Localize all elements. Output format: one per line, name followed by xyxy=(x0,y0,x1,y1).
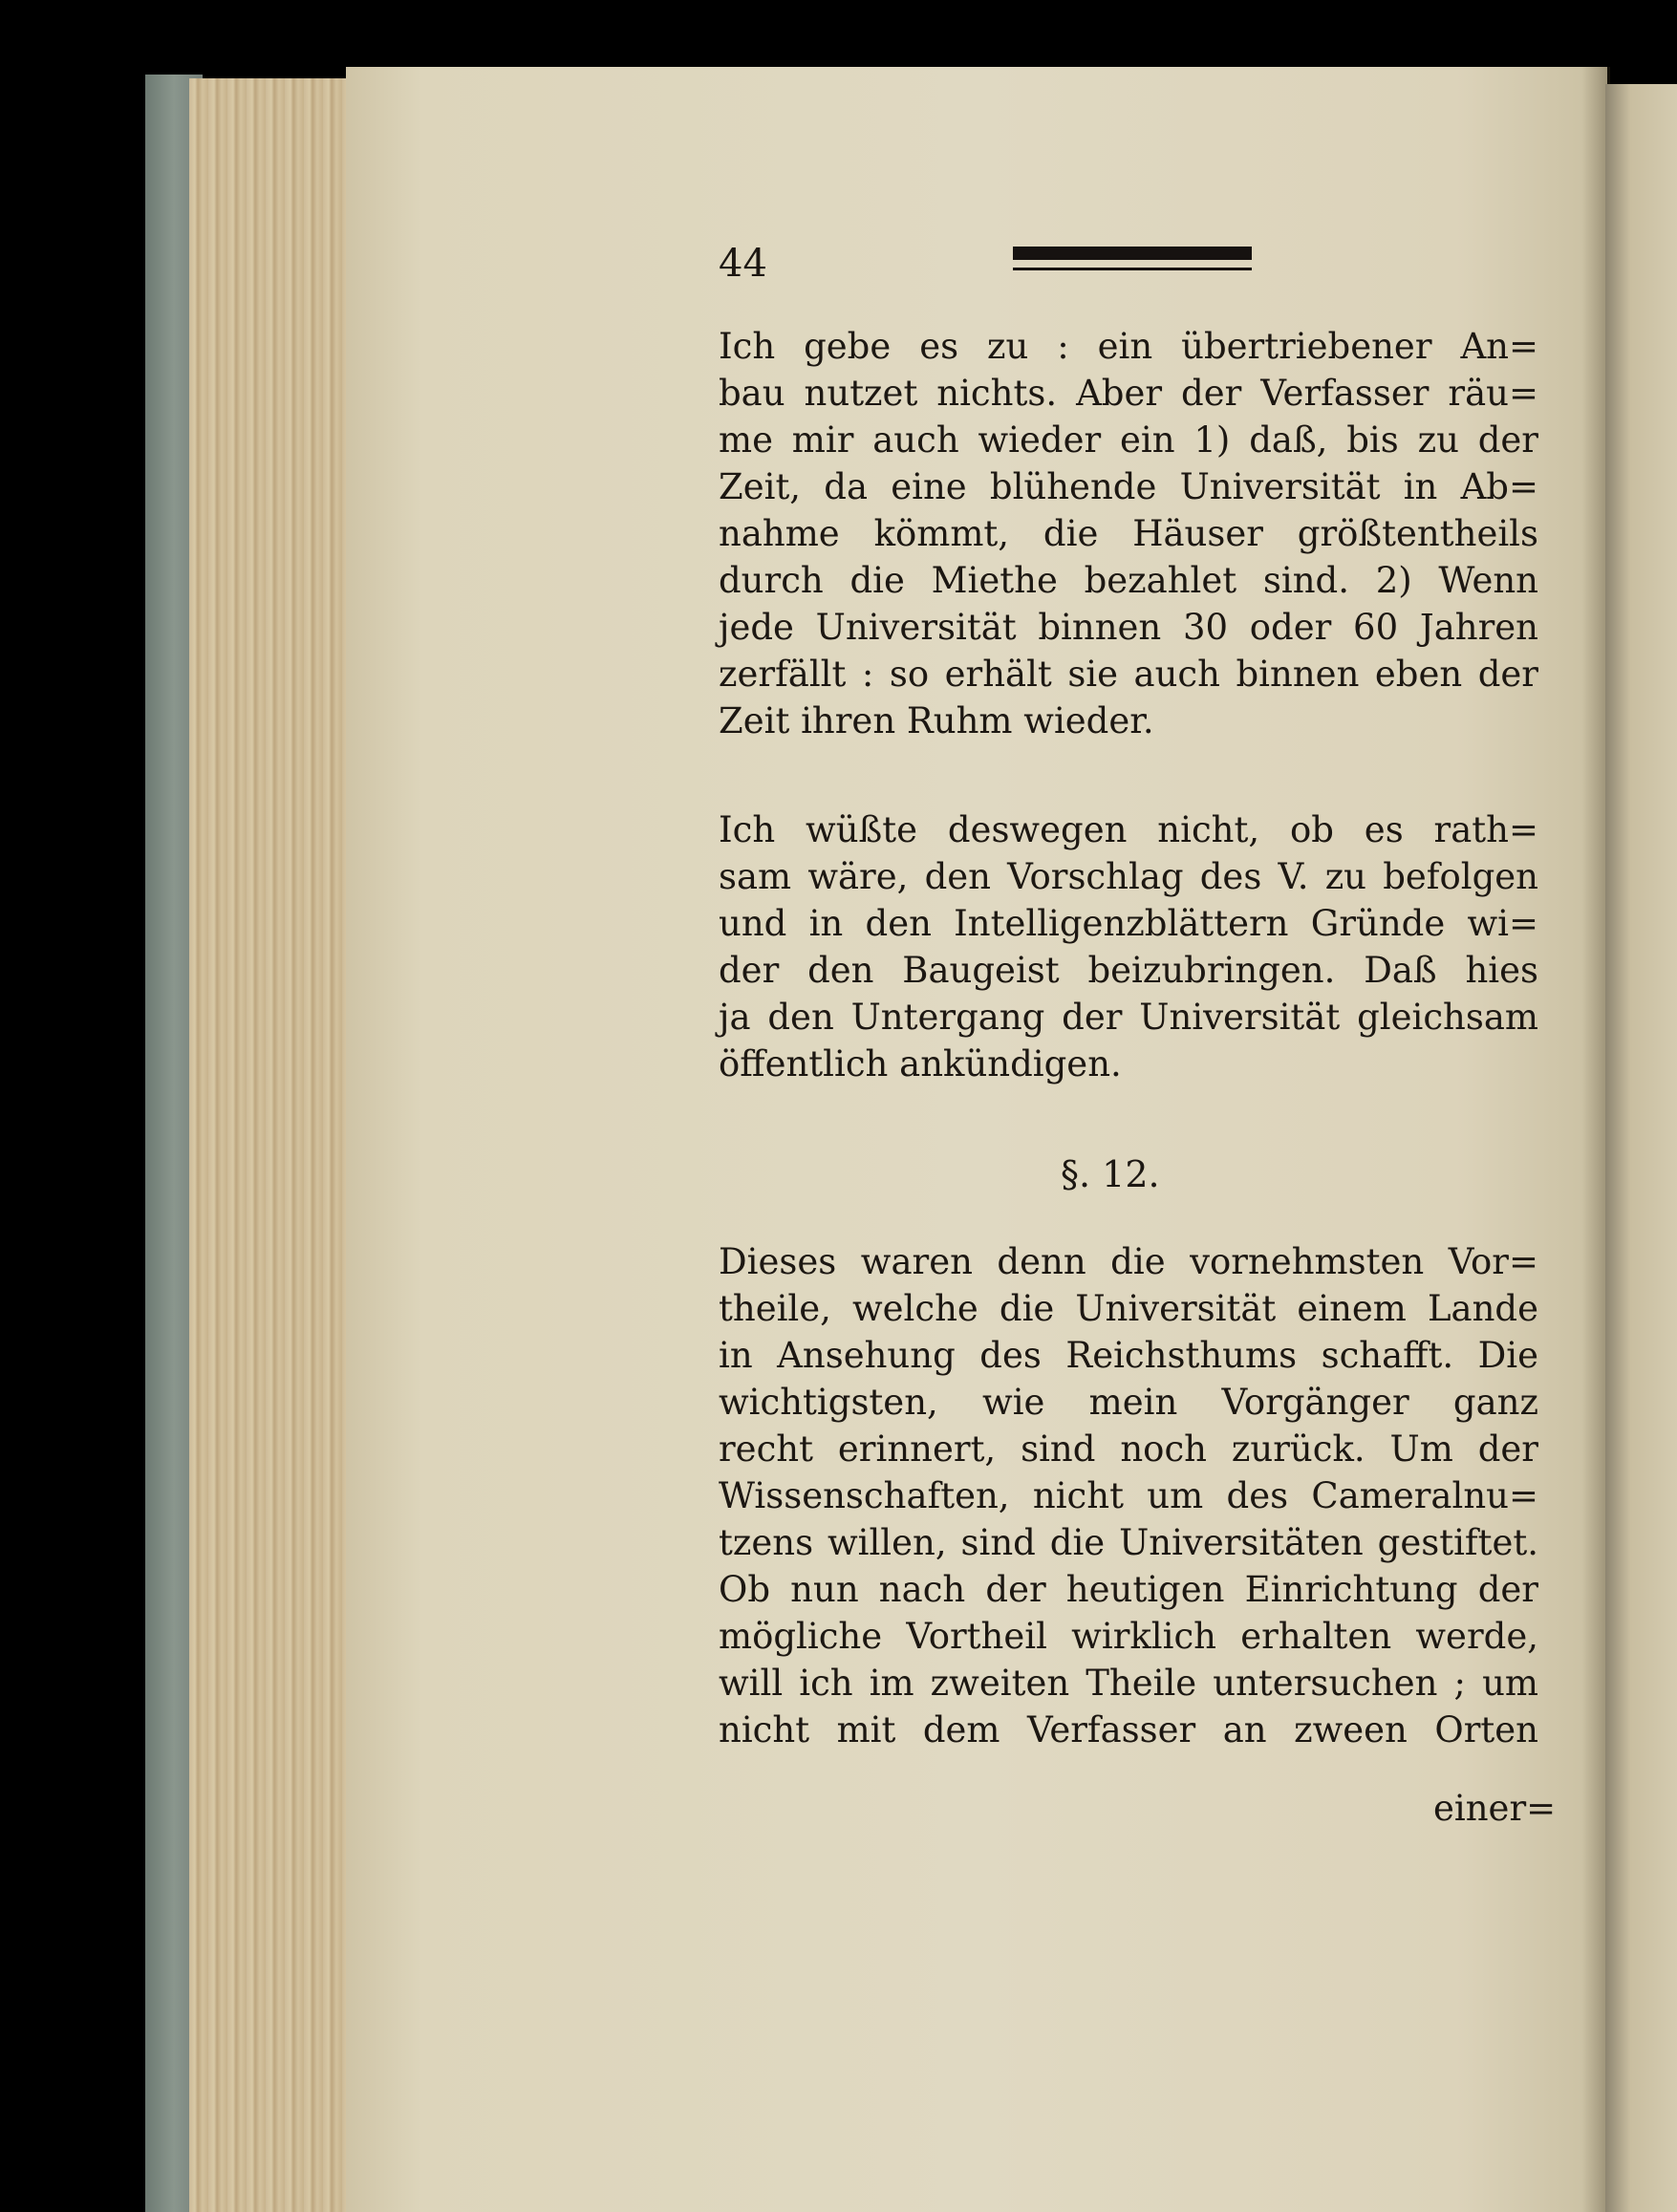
section-heading: §. 12. xyxy=(1061,1153,1160,1195)
text-line: nahme kömmt, die Häuser größtentheils xyxy=(719,513,1538,554)
text-line: theile, welche die Universität einem Lande xyxy=(719,1288,1538,1329)
text-line: durch die Miethe bezahlet sind. 2) Wenn xyxy=(719,560,1538,601)
text-line: Ob nun nach der heutigen Einrichtung der xyxy=(719,1569,1538,1610)
text-line: in Ansehung des Reichsthums schafft. Die xyxy=(719,1335,1538,1376)
text-line: jede Universität binnen 30 oder 60 Jahren xyxy=(719,607,1538,648)
text-line: sam wäre, den Vorschlag des V. zu befolgen xyxy=(719,856,1538,897)
text-line: recht erinnert, sind noch zurück. Um der xyxy=(719,1428,1538,1470)
text-line: me mir auch wieder ein 1) daß, bis zu der xyxy=(719,419,1538,461)
text-line: und in den Intelligenzblättern Gründe wi= xyxy=(719,903,1538,944)
header-rule xyxy=(1013,247,1252,260)
text-line: Wissenschaften, nicht um des Cameralnu= xyxy=(719,1475,1538,1516)
facing-page-edge xyxy=(1605,84,1677,2212)
text-line: Ich gebe es zu : ein übertriebener An= xyxy=(719,326,1538,367)
text-line: bau nutzet nichts. Aber der Verfasser räu= xyxy=(719,373,1538,414)
text-line: ja den Untergang der Universität gleichsam xyxy=(719,997,1538,1038)
text-line: will ich im zweiten Theile untersuchen ; um xyxy=(719,1663,1538,1704)
paragraph-3 xyxy=(719,1238,1538,1753)
text-line: mögliche Vortheil wirklich erhalten werde, xyxy=(719,1616,1538,1657)
page-number: 44 xyxy=(719,242,767,286)
paragraph-2 xyxy=(719,806,1538,1087)
text-line: Ich wüßte deswegen nicht, ob es rath= xyxy=(719,809,1538,850)
text-line: Zeit ihren Ruhm wieder. xyxy=(719,700,1154,741)
page-block-edges xyxy=(189,78,356,2212)
text-line: tzens willen, sind die Universitäten gestiftet. xyxy=(719,1522,1538,1563)
text-line: Dieses waren denn die vornehmsten Vor= xyxy=(719,1241,1538,1282)
text-line: nicht mit dem Verfasser an zween Orten xyxy=(719,1709,1538,1750)
text-line: zerfällt : so erhält sie auch binnen eben der xyxy=(719,654,1538,695)
text-line: der den Baugeist beizubringen. Daß hies xyxy=(719,950,1538,991)
paragraph-1 xyxy=(719,323,1538,744)
text-line: Zeit, da eine blühende Universität in Ab= xyxy=(719,466,1538,507)
header-rule-thin xyxy=(1013,268,1252,270)
text-line: wichtigsten, wie mein Vorgänger ganz xyxy=(719,1382,1538,1423)
catchword: einer= xyxy=(1433,1788,1557,1829)
text-line: öffentlich ankündigen. xyxy=(719,1043,1122,1085)
